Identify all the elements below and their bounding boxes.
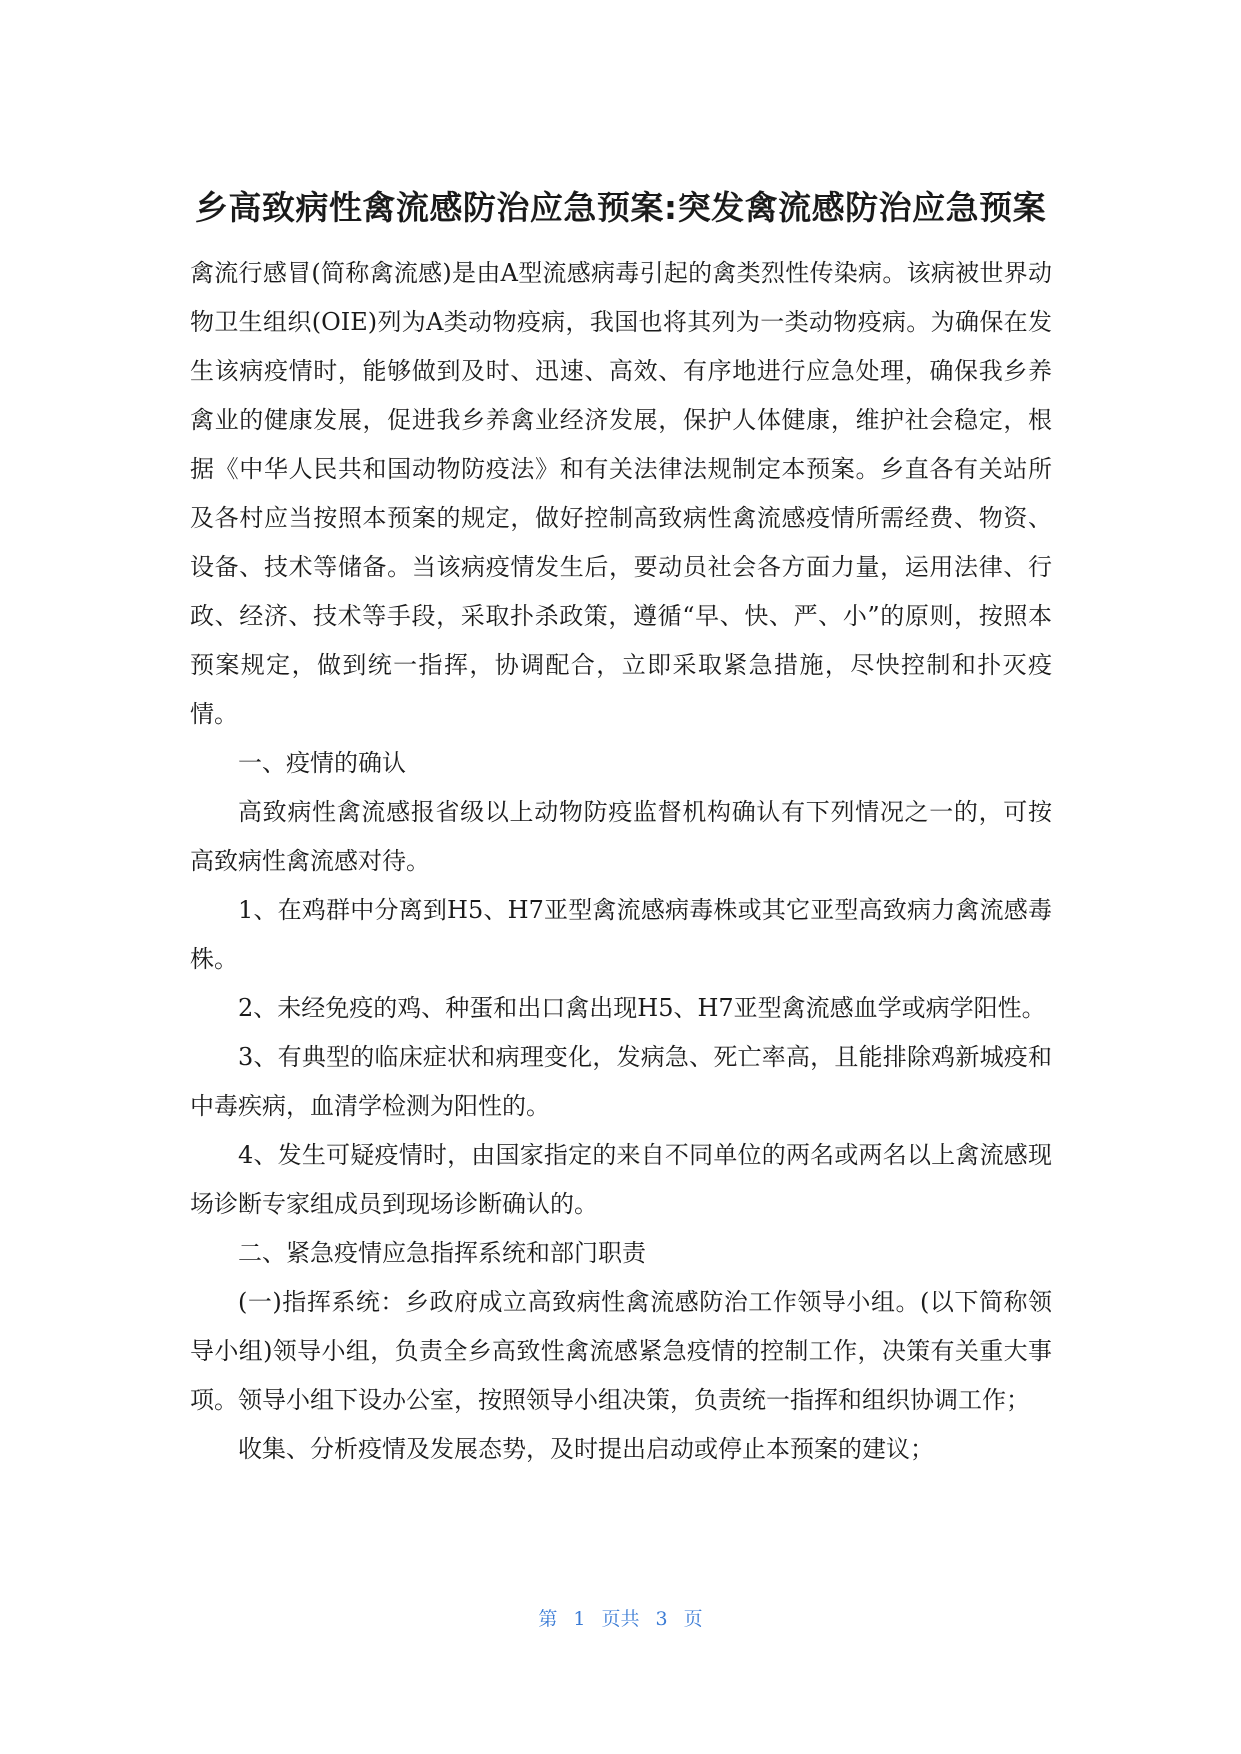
list-item: 1、在鸡群中分离到H5、H7亚型禽流感病毒株或其它亚型高致病力禽流感毒株。	[190, 896, 1052, 973]
list-item: 2、未经免疫的鸡、种蛋和出口禽出现H5、H7亚型禽流感血学或病学阳性。	[238, 994, 1046, 1022]
document-title: 乡高致病性禽流感防治应急预案:突发禽流感防治应急预案	[194, 188, 1047, 227]
paragraph: 高致病性禽流感报省级以上动物防疫监督机构确认有下列情况之一的，可按高致病性禽流感对待。	[190, 798, 1052, 875]
section-heading: 二、紧急疫情应急指挥系统和部门职责	[238, 1239, 646, 1267]
current-page-number: 1	[573, 1608, 586, 1630]
list-item: 3、有典型的临床症状和病理变化，发病急、死亡率高，且能排除鸡新城疫和中毒疾病，血清学检测为阳性的。	[190, 1043, 1052, 1120]
list-item: 4、发生可疑疫情时，由国家指定的来自不同单位的两名或两名以上禽流感现场诊断专家组成员到现场诊断确认的。	[190, 1141, 1052, 1218]
total-pages-number: 3	[655, 1608, 668, 1630]
paragraph: 禽流行感冒(简称禽流感)是由A型流感病毒引起的禽类烈性传染病。该病被世界动物卫生组织(OIE)列为A类动物疫病，我国也将其列为一类动物疫病。为确保在发生该病疫情时，能够做到及时、迅速、高效、有序地进行应急处理，确保我乡养禽业的健康发展，促进我乡养禽业经济发展，保护人体健康，维护社会稳定，根据《中华人民共和国动物防疫法》和有关法律法规制定本预案。乡直各有关站所及各村应当按照本预案的规定，做好控制高致病性禽流感疫情所需经费、物资、设备、技术等储备。当该病疫情发生后，要动员社会各方面力量，运用法律、行政、经济、技术等手段，采取扑杀政策，遵循“早、快、严、小”的原则，按照本预案规定，做到统一指挥，协调配合，立即采取紧急措施，尽快控制和扑灭疫情。	[190, 259, 1052, 728]
paragraph: 收集、分析疫情及发展态势，及时提出启动或停止本预案的建议；	[238, 1435, 934, 1463]
section-heading: 一、疫情的确认	[238, 749, 406, 777]
document-body	[190, 249, 1052, 1474]
page-label-middle: 页共	[601, 1608, 640, 1630]
paragraph: (一)指挥系统：乡政府成立高致病性禽流感防治工作领导小组。(以下简称领导小组)领导小组，负责全乡高致性禽流感紧急疫情的控制工作，决策有关重大事项。领导小组下设办公室，按照领导小组决策，负责统一指挥和组织协调工作；	[190, 1288, 1052, 1414]
page-footer	[0, 1604, 1241, 1631]
page-label-prefix: 第	[538, 1608, 558, 1630]
page-label-suffix: 页	[683, 1608, 703, 1630]
